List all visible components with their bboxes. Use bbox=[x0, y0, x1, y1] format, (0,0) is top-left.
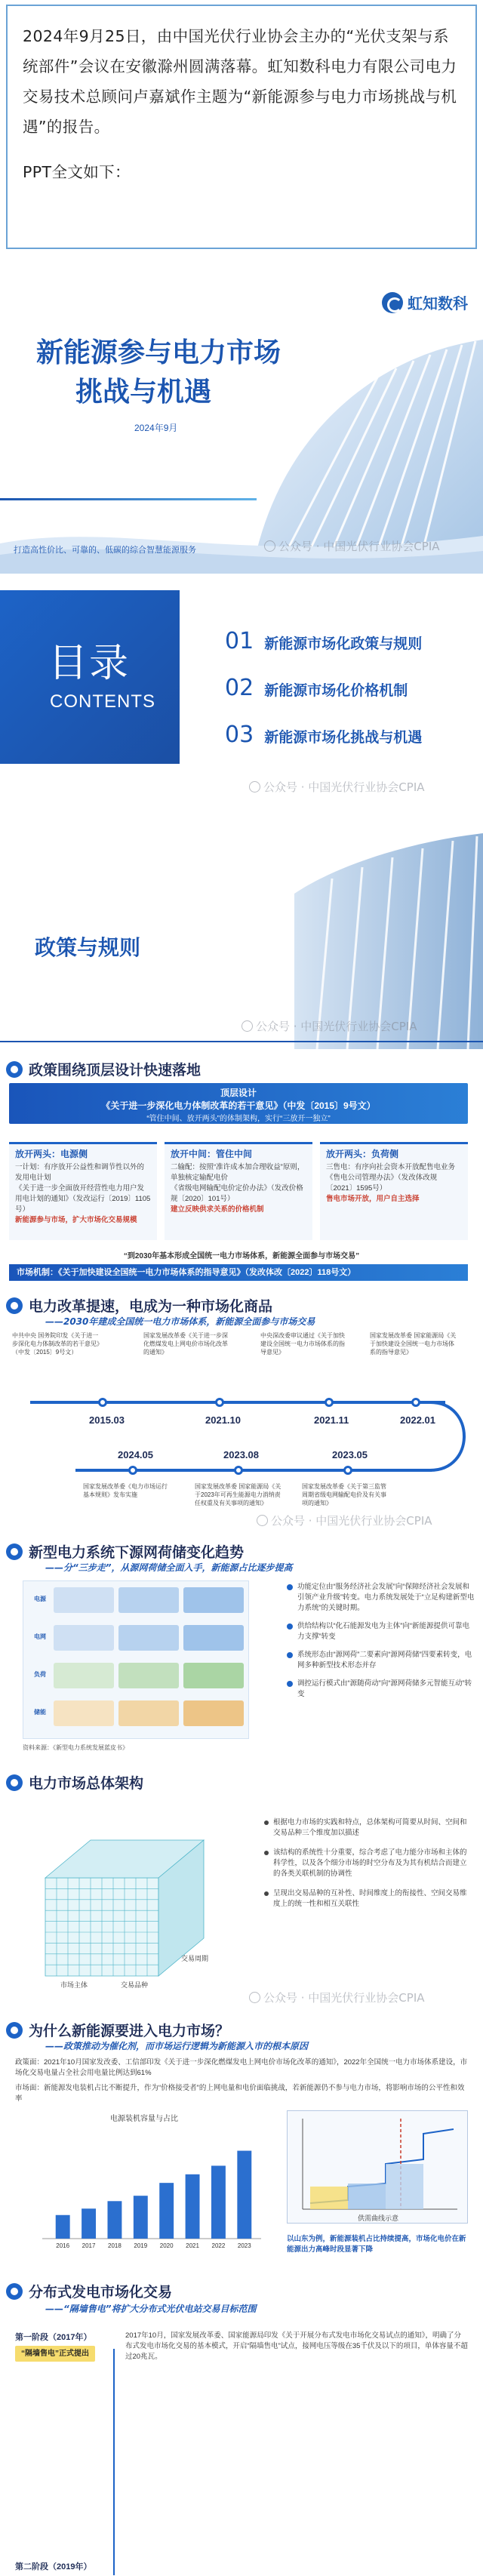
market-paragraph: 市场面：新能源发电装机占比不断提升，作为“价格接受者”的上网电量和电价面临挑战，若新能源仍不参与电力市场，将影响市场的公平性和效率 bbox=[15, 2084, 465, 2103]
row-tag: 负荷 bbox=[34, 1671, 46, 1678]
wechat-icon bbox=[242, 1020, 253, 1032]
toc-item-label: 新能源市场化挑战与机遇 bbox=[264, 729, 423, 746]
section-rule bbox=[0, 1041, 483, 1042]
x-tick-label: 2020 bbox=[159, 2242, 174, 2249]
slide-title: 新型电力系统下源网荷储变化趋势 bbox=[29, 1544, 245, 1561]
cover-title-line2: 挑战与机遇 bbox=[75, 377, 212, 408]
wechat-icon bbox=[257, 1515, 268, 1526]
timeline-node bbox=[215, 1398, 224, 1407]
stage-line bbox=[113, 2349, 115, 2575]
timeline-node bbox=[98, 1398, 107, 1407]
timeline-note: 国家发展改革委 国家能源局《关于加快建设全国统一电力市场体系的指导意见》 bbox=[370, 1332, 457, 1356]
bullet-icon bbox=[6, 1297, 23, 1314]
slide-header bbox=[6, 2281, 172, 2301]
x-tick-label: 2022 bbox=[211, 2242, 226, 2249]
timeline-node bbox=[128, 1466, 137, 1475]
stage-cell bbox=[118, 1700, 179, 1726]
row-tag: 电网 bbox=[34, 1633, 46, 1640]
banner-doc: 《关于进一步深化电力体制改革的若干意见》（中发〔2015〕9号文） bbox=[101, 1100, 376, 1111]
toc-item-num: 03 bbox=[225, 722, 254, 748]
bullet-icon bbox=[287, 1584, 293, 1590]
policy-banner bbox=[9, 1083, 468, 1124]
row-tag: 储能 bbox=[34, 1709, 46, 1716]
list-item: 系统形态由“源网荷”二要素向“源网荷储”四要素转变，电网多种新型技术形态并存 bbox=[287, 1650, 475, 1671]
cover-strip bbox=[0, 498, 257, 500]
slide-new-power-system bbox=[0, 1537, 483, 1763]
axis-label: 市场主体 bbox=[60, 1981, 88, 1989]
bar bbox=[211, 2165, 226, 2239]
column-title: 放开中间：管住中间 bbox=[171, 1149, 253, 1159]
cover-tagline: 打造高性价比、可靠的、低碳的综合智慧能源服务 bbox=[14, 545, 196, 555]
wechat-icon bbox=[249, 1992, 260, 2003]
slide-policy bbox=[0, 1053, 483, 1287]
stage-cell bbox=[183, 1700, 244, 1726]
stage-cell bbox=[118, 1663, 179, 1688]
stage-cell bbox=[54, 1663, 114, 1688]
stage-cell bbox=[54, 1587, 114, 1613]
watermark: 公众号 · 中国光伏行业协会CPIA bbox=[249, 1990, 425, 2005]
toc-item-num: 01 bbox=[225, 628, 254, 654]
slide-title: 电力改革提速，电成为一种市场化商品 bbox=[29, 1298, 273, 1315]
column-body: 《省级电网输配电价定价办法》（发改价格规〔2020〕101号） bbox=[171, 1184, 303, 1203]
cover-date: 2024年9月 bbox=[134, 423, 178, 433]
stage-title: 第二阶段（2019年） bbox=[15, 2562, 92, 2571]
intro-paragraph: 2024年9月25日，由中国光伏行业协会主办的“光伏支架与系统部件”会议在安徽滁州圆满落幕。虹知数科电力有限公司电力交易技术总顾问卢嘉斌作主题为“新能源参与电力市场挑战与机遇”的报告。 bbox=[23, 27, 457, 136]
slide-cover bbox=[0, 279, 483, 574]
toc-item-label: 新能源市场化价格机制 bbox=[264, 682, 408, 699]
toc-item-label: 新能源市场化政策与规则 bbox=[264, 636, 423, 652]
bullet-icon bbox=[6, 2283, 23, 2300]
column-highlight: 新能源参与市场，扩大市场化交易规模 bbox=[15, 1216, 137, 1224]
intro-box bbox=[6, 5, 477, 249]
toc-heading-en: CONTENTS bbox=[50, 691, 155, 712]
timeline-date: 2022.01 bbox=[400, 1414, 435, 1426]
axis-label: 交易周期 bbox=[181, 1955, 209, 1962]
section-building-graphic bbox=[279, 833, 483, 1049]
list-item: 根据电力市场的实践和特点，总体架构可简要从时间、空间和交易品种三个维度加以描述 bbox=[264, 1817, 468, 1839]
points-list bbox=[287, 1582, 475, 1707]
stage-title: 第一阶段（2017年） bbox=[15, 2333, 92, 2342]
stage-cell bbox=[118, 1587, 179, 1613]
list-item: 呈现出交易品种的互补性、时间维度上的衔接性、空间交易维度上的统一性和相互关联性 bbox=[264, 1888, 468, 1910]
stage-block bbox=[15, 2560, 104, 2572]
policy-column bbox=[9, 1142, 157, 1240]
slide-title: 分布式发电市场化交易 bbox=[29, 2284, 173, 2301]
timeline-note: 国家发展改革委《电力市场运行基本规则》发布实施 bbox=[83, 1483, 168, 1498]
list-item: 供给结构以“化石能源发电为主体”向“新能源提供可靠电力支撑”转变 bbox=[287, 1621, 475, 1642]
timeline-note: 国家发展改革委《关于进一步深化燃煤发电上网电价市场化改革的通知》 bbox=[143, 1332, 228, 1356]
banner-desc: “管住中间、放开两头”的体制架构，实行“三放开一独立” bbox=[146, 1115, 331, 1123]
bar bbox=[186, 2174, 200, 2239]
stage-cell bbox=[54, 1625, 114, 1651]
stage-cell bbox=[183, 1625, 244, 1651]
market-mechanism-bar: 市场机制：《关于加快建设全国统一电力市场体系的指导意见》（发改体改〔2022〕118号文） bbox=[9, 1264, 468, 1281]
slide-header bbox=[6, 1295, 272, 1316]
cover-title-line1: 新能源参与电力市场 bbox=[36, 337, 281, 368]
market-cube-graphic bbox=[30, 1825, 219, 1991]
bullet-icon bbox=[264, 1820, 269, 1825]
stage-cell bbox=[54, 1700, 114, 1726]
slide-header bbox=[6, 2020, 229, 2040]
supply-demand-diagram bbox=[287, 2110, 468, 2224]
watermark: 公众号 · 中国光伏行业协会CPIA bbox=[242, 1018, 417, 1034]
timeline-date: 2024.05 bbox=[118, 1449, 153, 1460]
toc-item-num: 02 bbox=[225, 675, 254, 701]
bar bbox=[237, 2151, 251, 2239]
slide-why-market bbox=[0, 2015, 483, 2272]
slide-subtitle: ——“隔墙售电”将扩大分布式光伏电站交易目标范围 bbox=[45, 2304, 257, 2314]
system-grid-panel bbox=[23, 1580, 249, 1739]
toc-item bbox=[225, 628, 422, 654]
timeline-date: 2021.11 bbox=[314, 1414, 349, 1426]
slide-section bbox=[0, 833, 483, 1049]
timeline-note: 国家发展改革委 国家能源局《关于2023年可再生能源电力消纳责任权重及有关事项的通知》 bbox=[195, 1483, 281, 1507]
shandong-note: 以山东为例，新能源装机占比持续提高，市场化电价在新能源出力高峰时段显著下降 bbox=[287, 2235, 466, 2254]
policy-goal: “到2030年基本形成全国统一电力市场体系，新能源全面参与市场交易” bbox=[123, 1252, 360, 1260]
bar bbox=[159, 2183, 174, 2239]
stage-cell bbox=[183, 1587, 244, 1613]
list-item: 该结构的系统性十分重要，综合考虑了电力能分市场和主体的科学性，以及各个细分市场的时空分布及为其有机结合而建立的各类关联机制的协调性 bbox=[264, 1848, 468, 1879]
stage-cell bbox=[183, 1663, 244, 1688]
timeline-date: 2015.03 bbox=[89, 1414, 125, 1426]
axis-label: 交易品种 bbox=[121, 1981, 149, 1989]
bullet-icon bbox=[6, 1543, 23, 1560]
timeline-note: 中共中央 国务院印发《关于进一步深化电力体制改革的若干意见》（中发〔2015〕9号文） bbox=[12, 1332, 100, 1356]
bullet-icon bbox=[6, 2022, 23, 2039]
slide-contents bbox=[0, 575, 483, 832]
timeline-node bbox=[325, 1398, 334, 1407]
column-highlight: 售电市场开放，用户自主选择 bbox=[326, 1195, 420, 1203]
bullet-icon bbox=[264, 1891, 269, 1896]
slide-timeline bbox=[0, 1289, 483, 1532]
watermark: 公众号 · 中国光伏行业协会CPIA bbox=[264, 538, 440, 554]
bar bbox=[82, 2208, 96, 2239]
supply-demand-curve bbox=[288, 2111, 469, 2224]
brand-name: 虹知数科 bbox=[408, 294, 468, 312]
bar bbox=[107, 2201, 122, 2239]
stage-block bbox=[15, 2331, 104, 2362]
section-title: 政策与规则 bbox=[35, 935, 141, 960]
toc-heading: 目录 bbox=[48, 641, 131, 686]
slide-market-structure bbox=[0, 1765, 483, 2012]
slide-distributed-trading bbox=[0, 2273, 483, 2576]
watermark: 公众号 · 中国光伏行业协会CPIA bbox=[257, 1513, 432, 1528]
slide-title: 电力市场总体架构 bbox=[29, 1775, 144, 1792]
points-list bbox=[264, 1817, 468, 1919]
slide-header bbox=[6, 1772, 143, 1793]
timeline-node bbox=[411, 1398, 420, 1407]
timeline-node bbox=[234, 1466, 243, 1475]
x-tick-label: 2017 bbox=[82, 2242, 96, 2249]
x-tick-label: 2023 bbox=[237, 2242, 251, 2249]
toc-item bbox=[225, 675, 408, 701]
bullet-icon bbox=[6, 1774, 23, 1791]
cover-title bbox=[36, 334, 281, 412]
slide-subtitle: ——2030年建成全国统一电力市场体系，新能源全面参与市场交易 bbox=[45, 1316, 315, 1327]
policy-paragraph: 政策面：2021年10月国家发改委、工信部印发《关于进一步深化燃煤发电上网电价市场化改革的通知》，2022年全国统一电力市场体系建设，市场化交易电量占全社会用电量比例达到61% bbox=[15, 2058, 468, 2077]
bullet-icon bbox=[287, 1681, 293, 1687]
slide-title: 政策围绕顶层设计快速落地 bbox=[29, 1062, 202, 1079]
bar bbox=[134, 2196, 148, 2239]
column-lead: 二输配：按照“准许成本加合理收益”原则，单独核定输配电价 bbox=[171, 1163, 305, 1182]
timeline-curve bbox=[430, 1401, 468, 1472]
timeline-line bbox=[30, 1401, 445, 1404]
row-tag: 电源 bbox=[34, 1596, 46, 1602]
chart-title: 电源装机容量与占比 bbox=[110, 2115, 178, 2123]
x-tick-label: 2018 bbox=[108, 2242, 122, 2249]
stage-cell bbox=[118, 1625, 179, 1651]
stage-text: 2017年10月，国家发展改革委、国家能源局印发《关于开展分布式发电市场化交易试点的通知》，明确了分布式发电市场化交易的基本模式，开启“隔墙售电”试点，接网电压等级在35千伏及以下的项目，单体容量不超过20兆瓦。 bbox=[125, 2331, 468, 2361]
timeline-date: 2023.08 bbox=[223, 1449, 259, 1460]
bullet-icon bbox=[6, 1061, 23, 1078]
bar bbox=[56, 2215, 70, 2239]
x-tick-label: 2016 bbox=[56, 2242, 70, 2249]
capacity-bar-chart bbox=[20, 2110, 269, 2261]
column-title: 放开两头：电源侧 bbox=[15, 1149, 88, 1159]
slide-subtitle: ——政策推动为催化剂，而市场运行逻辑为新能源入市的根本原因 bbox=[45, 2041, 309, 2051]
list-item: 功能定位由“服务经济社会发展”向“保障经济社会发展和引领产业升级”转变。电力系统发展处于“立足构建新型电力系统”的关键时期。 bbox=[287, 1582, 475, 1614]
watermark: 公众号 · 中国光伏行业协会CPIA bbox=[249, 779, 425, 795]
timeline-date: 2023.05 bbox=[332, 1449, 368, 1460]
brand-logo-icon bbox=[382, 292, 403, 313]
slide-header bbox=[6, 1541, 244, 1562]
column-highlight: 建立反映供求关系的价格机制 bbox=[171, 1205, 264, 1214]
timeline-note: 国家发展改革委《关于第三监管周期省级电网输配电价及有关事项的通知》 bbox=[302, 1483, 386, 1507]
slide-header bbox=[6, 1059, 201, 1079]
diagram-label: 供需曲线示意 bbox=[357, 2214, 399, 2222]
column-body: 《关于进一步全面放开经营性电力用户发用电计划的通知》（发改运行〔2019〕1105号） bbox=[15, 1184, 151, 1214]
wechat-icon bbox=[249, 781, 260, 792]
slide-title: 为什么新能源要进入电力市场？ bbox=[29, 2023, 230, 2039]
bullet-icon bbox=[264, 1851, 269, 1855]
toc-item bbox=[225, 722, 422, 748]
column-body: 《售电公司管理办法》（发改体改规〔2021〕1595号） bbox=[326, 1174, 438, 1193]
source-note: 资料来源：《新型电力系统发展蓝皮书》 bbox=[23, 1744, 128, 1751]
x-tick-label: 2021 bbox=[186, 2242, 199, 2249]
bullet-icon bbox=[287, 1623, 293, 1630]
brand-logo bbox=[382, 291, 468, 313]
timeline-node bbox=[343, 1466, 352, 1475]
list-item: 调控运行模式由“源随荷动”向“源网荷储多元智能互动”转变 bbox=[287, 1679, 475, 1700]
ppt-label: PPT全文如下： bbox=[23, 163, 131, 181]
stage-chip: “隔墙售电”正式提出 bbox=[15, 2346, 95, 2362]
column-title: 放开两头：负荷侧 bbox=[326, 1149, 399, 1159]
timeline-date: 2021.10 bbox=[205, 1414, 241, 1426]
column-lead: 三售电：有序向社会资本开放配售电业务 bbox=[326, 1163, 456, 1171]
wechat-icon bbox=[264, 540, 275, 552]
policy-column bbox=[165, 1142, 312, 1240]
x-tick-label: 2019 bbox=[134, 2242, 148, 2249]
column-lead: 一计划：有序放开公益性和调节性以外的发用电计划 bbox=[15, 1163, 145, 1182]
timeline-note: 中央深改委审议通过《关于加快建设全国统一电力市场体系的指导意见》 bbox=[260, 1332, 345, 1356]
banner-top: 顶层设计 bbox=[220, 1088, 257, 1098]
slide-subtitle: ——分“三步走”，从源网荷储全面入手，新能源占比逐步提高 bbox=[45, 1562, 293, 1573]
policy-column bbox=[320, 1142, 468, 1240]
bullet-icon bbox=[287, 1652, 293, 1658]
toc-panel bbox=[0, 590, 180, 764]
